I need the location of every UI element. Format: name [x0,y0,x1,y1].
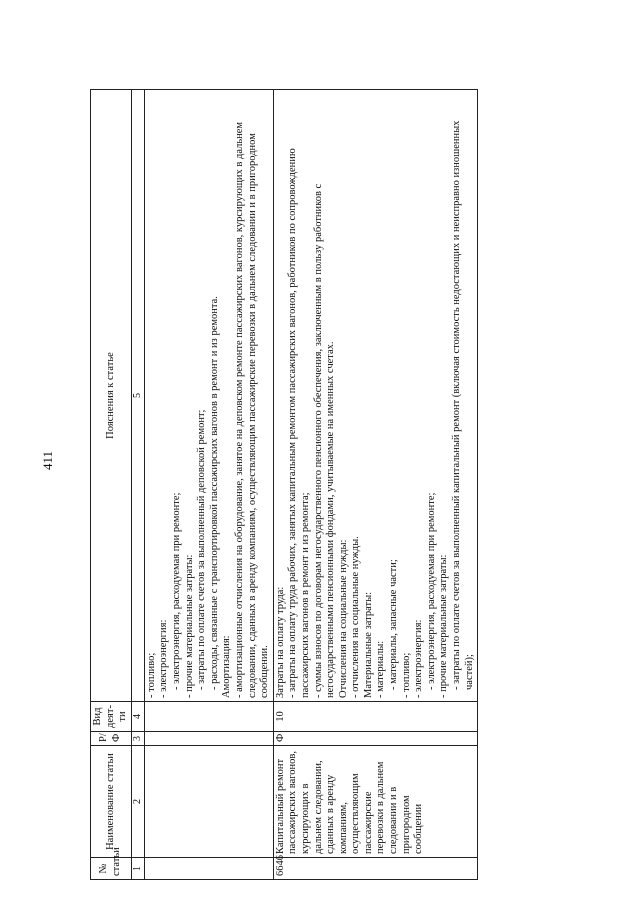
column-number: 1 [131,858,144,880]
explanation-line: Отчисления на социальные нужды: [337,539,349,698]
explanation-line: - расходы, связанные с транспортировкой пассажирских вагонов в ремонт и из ремонта. [208,296,220,690]
explanation-line: - материалы: [375,640,387,698]
explanation-line: - прочие материальные затраты: [438,554,450,698]
explanation-line: - электроэнергия, расходуемая при ремонте; [170,492,182,690]
explanation-line: - прочие материальные затраты: [183,554,195,698]
column-numbers-row [131,90,144,880]
article-number: 6646 [273,858,478,880]
explanation-line: - топливо; [145,652,157,698]
header-explanation: Пояснения к статье [91,90,132,702]
explanation-line: - отчисления на социальные нужды. [350,536,362,698]
continuation-explanation [144,90,273,702]
explanation-line: - электроэнергия: [413,619,425,698]
column-number: 3 [131,732,144,746]
explanation-line: Затраты на оплату труда: [274,586,286,698]
column-number: 4 [131,702,144,732]
explanation-line: - электроэнергия: [158,619,170,698]
explanation-line: Амортизация: [221,635,233,698]
explanation-line: - затраты по оплате счетов за выполненный деповской ремонт; [196,409,208,690]
table-row [273,90,478,880]
header-article-number: № статьи [91,858,132,880]
rf-value: Ф [273,732,478,746]
cost-items-table [90,89,478,880]
header-activity-type: Вид деят-ти [91,702,132,732]
page-number: 411 [40,450,55,470]
article-explanation [273,90,478,702]
explanation-line: - материалы, запасные части; [388,559,400,690]
header-row [91,90,132,880]
article-name: Капитальный ремонт пассажирских вагонов, курсирующих в дальнем следовании, сданных в аренду компаниям, осуществляющим пассажирские перевозки в дальнем следовании и в пригородном сообщении [273,746,478,858]
header-article-name: Наименование статьи [91,746,132,858]
activity-value: 10 [273,702,478,732]
explanation-line: - топливо; [400,652,412,698]
explanation-line: - суммы взносов по договорам негосударственного пенсионного обеспечения, заключенным в пользу работников с негосударственными пенсионными фондами, учитываемые на именных счетах. [312,183,337,698]
explanation-line: Материальные затраты: [362,591,374,698]
explanation-line: - электроэнергия, расходуемая при ремонте; [425,492,437,690]
header-rf: Р/ Ф [91,732,132,746]
explanation-line: - амортизационные отчисления на оборудование, занятое на деповском ремонте пассажирских вагонов, курсирующих в дальнем следовании, сданных в аренду компаниям, осуществляющим пассажирские перевозки в дальнем следовании и в пригородном сообщении. [233,121,271,698]
column-number: 2 [131,746,144,858]
continuation-row [144,90,273,880]
rotated-table-container [90,90,565,880]
explanation-line: - затраты по оплате счетов за выполненный капитальный ремонт (включая стоимость недостающих и неисправно изношенных частей); [451,120,475,690]
column-number: 5 [131,90,144,702]
explanation-line: - затраты на оплату труда рабочих, занятых капитальным ремонтом пассажирских вагонов, работников по сопровождению пассажирских вагонов в ремонт и из ремонта; [287,148,311,698]
